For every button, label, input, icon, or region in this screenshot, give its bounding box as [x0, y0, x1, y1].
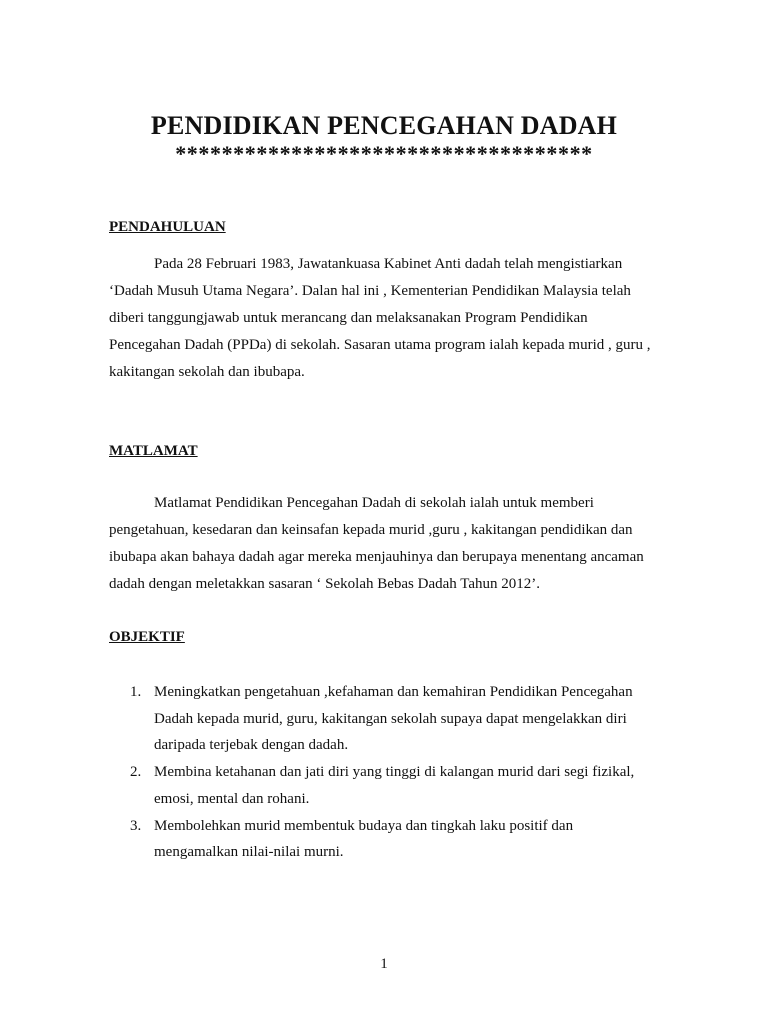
paragraph-pendahuluan: [109, 251, 669, 386]
paragraph-line: diberi tanggungjawab untuk merancang dan melaksanakan Program Pendidikan: [109, 310, 588, 326]
heading-matlamat: MATLAMAT: [109, 443, 198, 459]
paragraph-line: Pada 28 Februari 1983, Jawatankuasa Kabinet Anti dadah telah mengistiarkan: [154, 256, 623, 272]
paragraph-matlamat: [109, 490, 669, 598]
list-item-number: 2.: [130, 764, 142, 781]
list-item-number: 1.: [130, 684, 142, 700]
list-item-number: 3.: [130, 817, 142, 834]
list-item-line: Membina ketahanan dan jati diri yang tinggi di kalangan murid dari segi fizikal,: [154, 764, 635, 781]
paragraph-line: pengetahuan, kesedaran dan keinsafan kepada murid ,guru , kakitangan pendidikan dan: [109, 522, 633, 538]
list-item-line: Dadah kepada murid, guru, kakitangan sekolah supaya dapat mengelakkan diri: [154, 710, 627, 727]
list-item-line: daripada terjebak dengan dadah.: [154, 737, 349, 754]
objektif-list: [109, 679, 669, 866]
paragraph-line: Matlamat Pendidikan Pencegahan Dadah di sekolah ialah untuk memberi: [154, 495, 594, 511]
list-item-line: emosi, mental dan rohani.: [154, 790, 310, 807]
list-item: [109, 679, 669, 759]
paragraph-line: dadah dengan meletakkan sasaran ‘ Sekolah Bebas Dadah Tahun 2012’.: [109, 576, 541, 592]
list-item-line: Membolehkan murid membentuk budaya dan tingkah laku positif dan: [154, 817, 574, 834]
paragraph-line: ‘Dadah Musuh Utama Negara’. Dalan hal ini , Kementerian Pendidikan Malaysia telah: [109, 283, 631, 299]
paragraph-line: Pencegahan Dadah (PPDa) di sekolah. Sasaran utama program ialah kepada murid , guru ,: [109, 337, 651, 353]
list-item-line: mengamalkan nilai-nilai murni.: [154, 844, 344, 861]
paragraph-line: ibubapa akan bahaya dadah agar mereka menjauhinya dan berupaya menentang ancaman: [109, 549, 644, 565]
list-item: [109, 759, 669, 812]
document-title: PENDIDIKAN PENCEGAHAN DADAH: [150, 111, 618, 140]
list-item: [109, 813, 669, 866]
heading-pendahuluan: PENDAHULUAN: [109, 219, 226, 235]
list-item-line: Meningkatkan pengetahuan ,kefahaman dan kemahiran Pendidikan Pencegahan: [154, 684, 633, 700]
title-star-divider: ************************************: [175, 141, 593, 166]
page-number: 1: [380, 956, 388, 972]
paragraph-line: kakitangan sekolah dan ibubapa.: [109, 364, 305, 380]
heading-objektif: OBJEKTIF: [109, 629, 185, 645]
